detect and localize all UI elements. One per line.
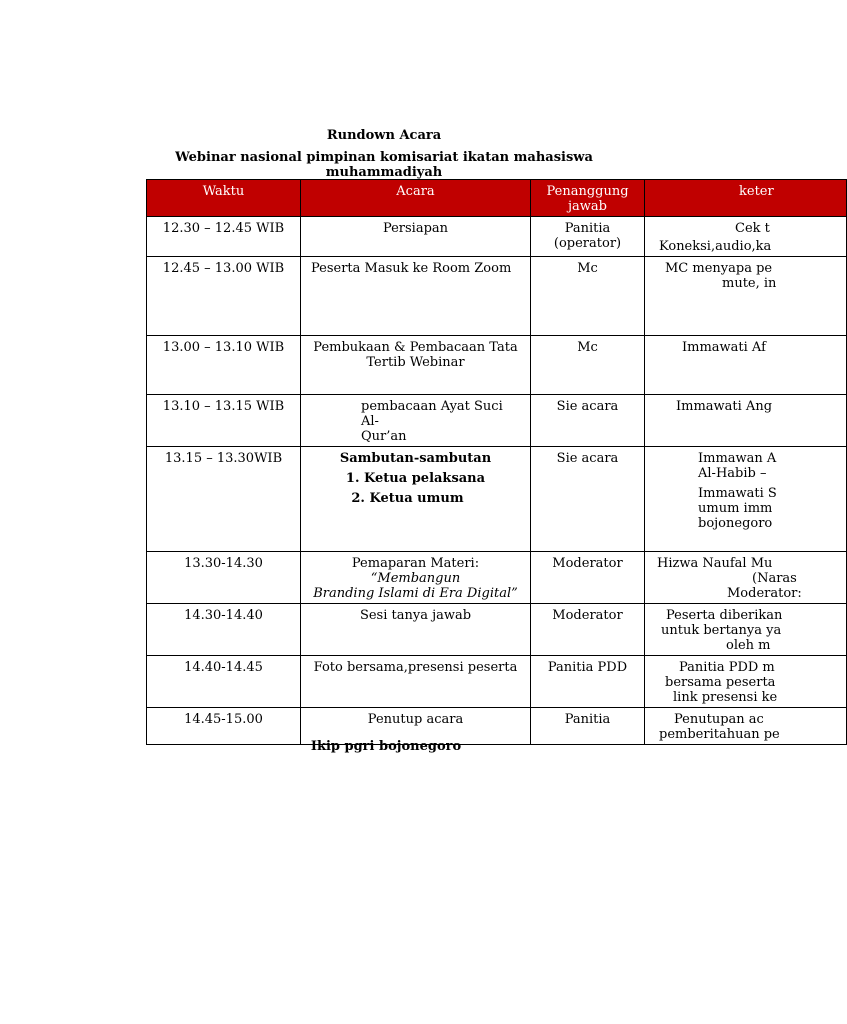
header-penanggung-line-2: jawab xyxy=(568,199,607,214)
cell-acara-line: Pembukaan & Pembacaan Tata xyxy=(313,340,518,355)
cell-acara: Penutup acara xyxy=(301,708,531,745)
cell-ket-line: bojonegoro xyxy=(698,516,773,531)
cell-ket-line: pemberitahuan pe xyxy=(659,727,780,742)
rundown-table xyxy=(146,179,847,745)
cell-ket-line: Immawati S xyxy=(698,486,777,501)
cell-waktu: 14.40-14.45 xyxy=(147,656,301,708)
table-row xyxy=(147,257,847,336)
table-header-row xyxy=(147,180,847,217)
cell-ket-line: Koneksi,audio,ka xyxy=(659,239,772,254)
cell-pj-line: (operator) xyxy=(553,236,622,251)
cell-penanggung-jawab: Moderator xyxy=(531,604,645,656)
cell-ket-line: oleh m xyxy=(726,638,771,653)
cell-acara-line: Qur’an xyxy=(361,429,407,444)
header-penanggung-line-1: Penanggung xyxy=(546,184,629,199)
cell-waktu: 13.00 – 13.10 WIB xyxy=(147,336,301,395)
cell-acara-line xyxy=(307,556,524,586)
table-row xyxy=(147,217,847,257)
cell-acara xyxy=(301,336,531,395)
table-row xyxy=(147,395,847,447)
cell-ket-line: MC menyapa pe xyxy=(665,261,773,276)
cell-acara-line: Branding Islami di Era Digital” xyxy=(313,586,518,601)
materi-prefix: Pemaparan Materi: xyxy=(351,556,480,571)
table-row xyxy=(147,336,847,395)
cell-acara: Persiapan xyxy=(301,217,531,257)
document-subtitle xyxy=(146,150,622,180)
document-footer: Ikip pgri bojonegoro xyxy=(310,739,462,754)
cell-penanggung-jawab: Sie acara xyxy=(531,395,645,447)
cell-keterangan xyxy=(645,447,847,552)
speaker-item: 1. Ketua pelaksana xyxy=(345,471,486,486)
subtitle-line-2: muhammadiyah xyxy=(325,165,443,180)
cell-acara-title: Sambutan-sambutan xyxy=(339,451,492,466)
cell-penanggung-jawab: Panitia xyxy=(531,708,645,745)
header-acara: Acara xyxy=(301,180,531,217)
cell-ket-line: link presensi ke xyxy=(673,690,778,705)
cell-ket-line: mute, in xyxy=(722,276,777,291)
cell-keterangan: Immawati Af xyxy=(645,336,847,395)
cell-acara-line: pembacaan Ayat Suci Al- xyxy=(361,399,503,429)
cell-keterangan xyxy=(645,257,847,336)
cell-penanggung-jawab: Panitia PDD xyxy=(531,656,645,708)
cell-pj-line: Panitia xyxy=(564,221,611,236)
cell-acara xyxy=(301,447,531,552)
cell-ket-line: umum imm xyxy=(698,501,773,516)
cell-penanggung-jawab: Mc xyxy=(531,257,645,336)
cell-ket-line: Penutupan ac xyxy=(674,712,764,727)
cell-penanggung-jawab: Sie acara xyxy=(531,447,645,552)
cell-keterangan xyxy=(645,604,847,656)
cell-waktu: 12.30 – 12.45 WIB xyxy=(147,217,301,257)
table-row xyxy=(147,447,847,552)
cell-keterangan xyxy=(645,552,847,604)
cell-ket-line: Hizwa Naufal Mu xyxy=(657,556,773,571)
cell-ket-line: Peserta diberikan xyxy=(666,608,783,623)
table-row xyxy=(147,604,847,656)
cell-waktu: 13.15 – 13.30WIB xyxy=(147,447,301,552)
cell-waktu: 13.30-14.30 xyxy=(147,552,301,604)
cell-keterangan xyxy=(645,217,847,257)
cell-penanggung-jawab: Moderator xyxy=(531,552,645,604)
table-row xyxy=(147,552,847,604)
document-title: Rundown Acara xyxy=(326,128,442,143)
cell-keterangan: Immawati Ang xyxy=(645,395,847,447)
cell-acara: Foto bersama,presensi peserta xyxy=(301,656,531,708)
table-row xyxy=(147,656,847,708)
cell-keterangan xyxy=(645,708,847,745)
cell-ket-line: untuk bertanya ya xyxy=(661,623,782,638)
cell-waktu: 14.30-14.40 xyxy=(147,604,301,656)
cell-ket-line: Moderator: xyxy=(727,586,802,601)
cell-acara xyxy=(301,552,531,604)
cell-penanggung-jawab xyxy=(531,217,645,257)
cell-ket-line: Immawan A xyxy=(698,451,777,466)
cell-keterangan xyxy=(645,656,847,708)
cell-acara-line: Tertib Webinar xyxy=(366,355,465,370)
cell-penanggung-jawab: Mc xyxy=(531,336,645,395)
header-penanggung-jawab xyxy=(531,180,645,217)
speaker-item: 2. Ketua umum xyxy=(351,491,464,506)
cell-ket-line: Al-Habib – xyxy=(698,466,767,481)
cell-waktu: 14.45-15.00 xyxy=(147,708,301,745)
cell-acara: Peserta Masuk ke Room Zoom xyxy=(301,257,531,336)
cell-waktu: 13.10 – 13.15 WIB xyxy=(147,395,301,447)
cell-ket-line: (Naras xyxy=(752,571,797,586)
cell-acara: Sesi tanya jawab xyxy=(301,604,531,656)
materi-title: “Membangun xyxy=(370,571,461,586)
cell-ket-line: bersama peserta xyxy=(665,675,776,690)
cell-waktu: 12.45 – 13.00 WIB xyxy=(147,257,301,336)
header-waktu: Waktu xyxy=(147,180,301,217)
cell-acara xyxy=(301,395,531,447)
cell-ket-line: Panitia PDD m xyxy=(679,660,775,675)
subtitle-line-1: Webinar nasional pimpinan komisariat ikatan mahasiswa xyxy=(175,150,593,165)
cell-ket-line: Cek t xyxy=(735,221,770,236)
header-keterangan: keter xyxy=(645,180,847,217)
